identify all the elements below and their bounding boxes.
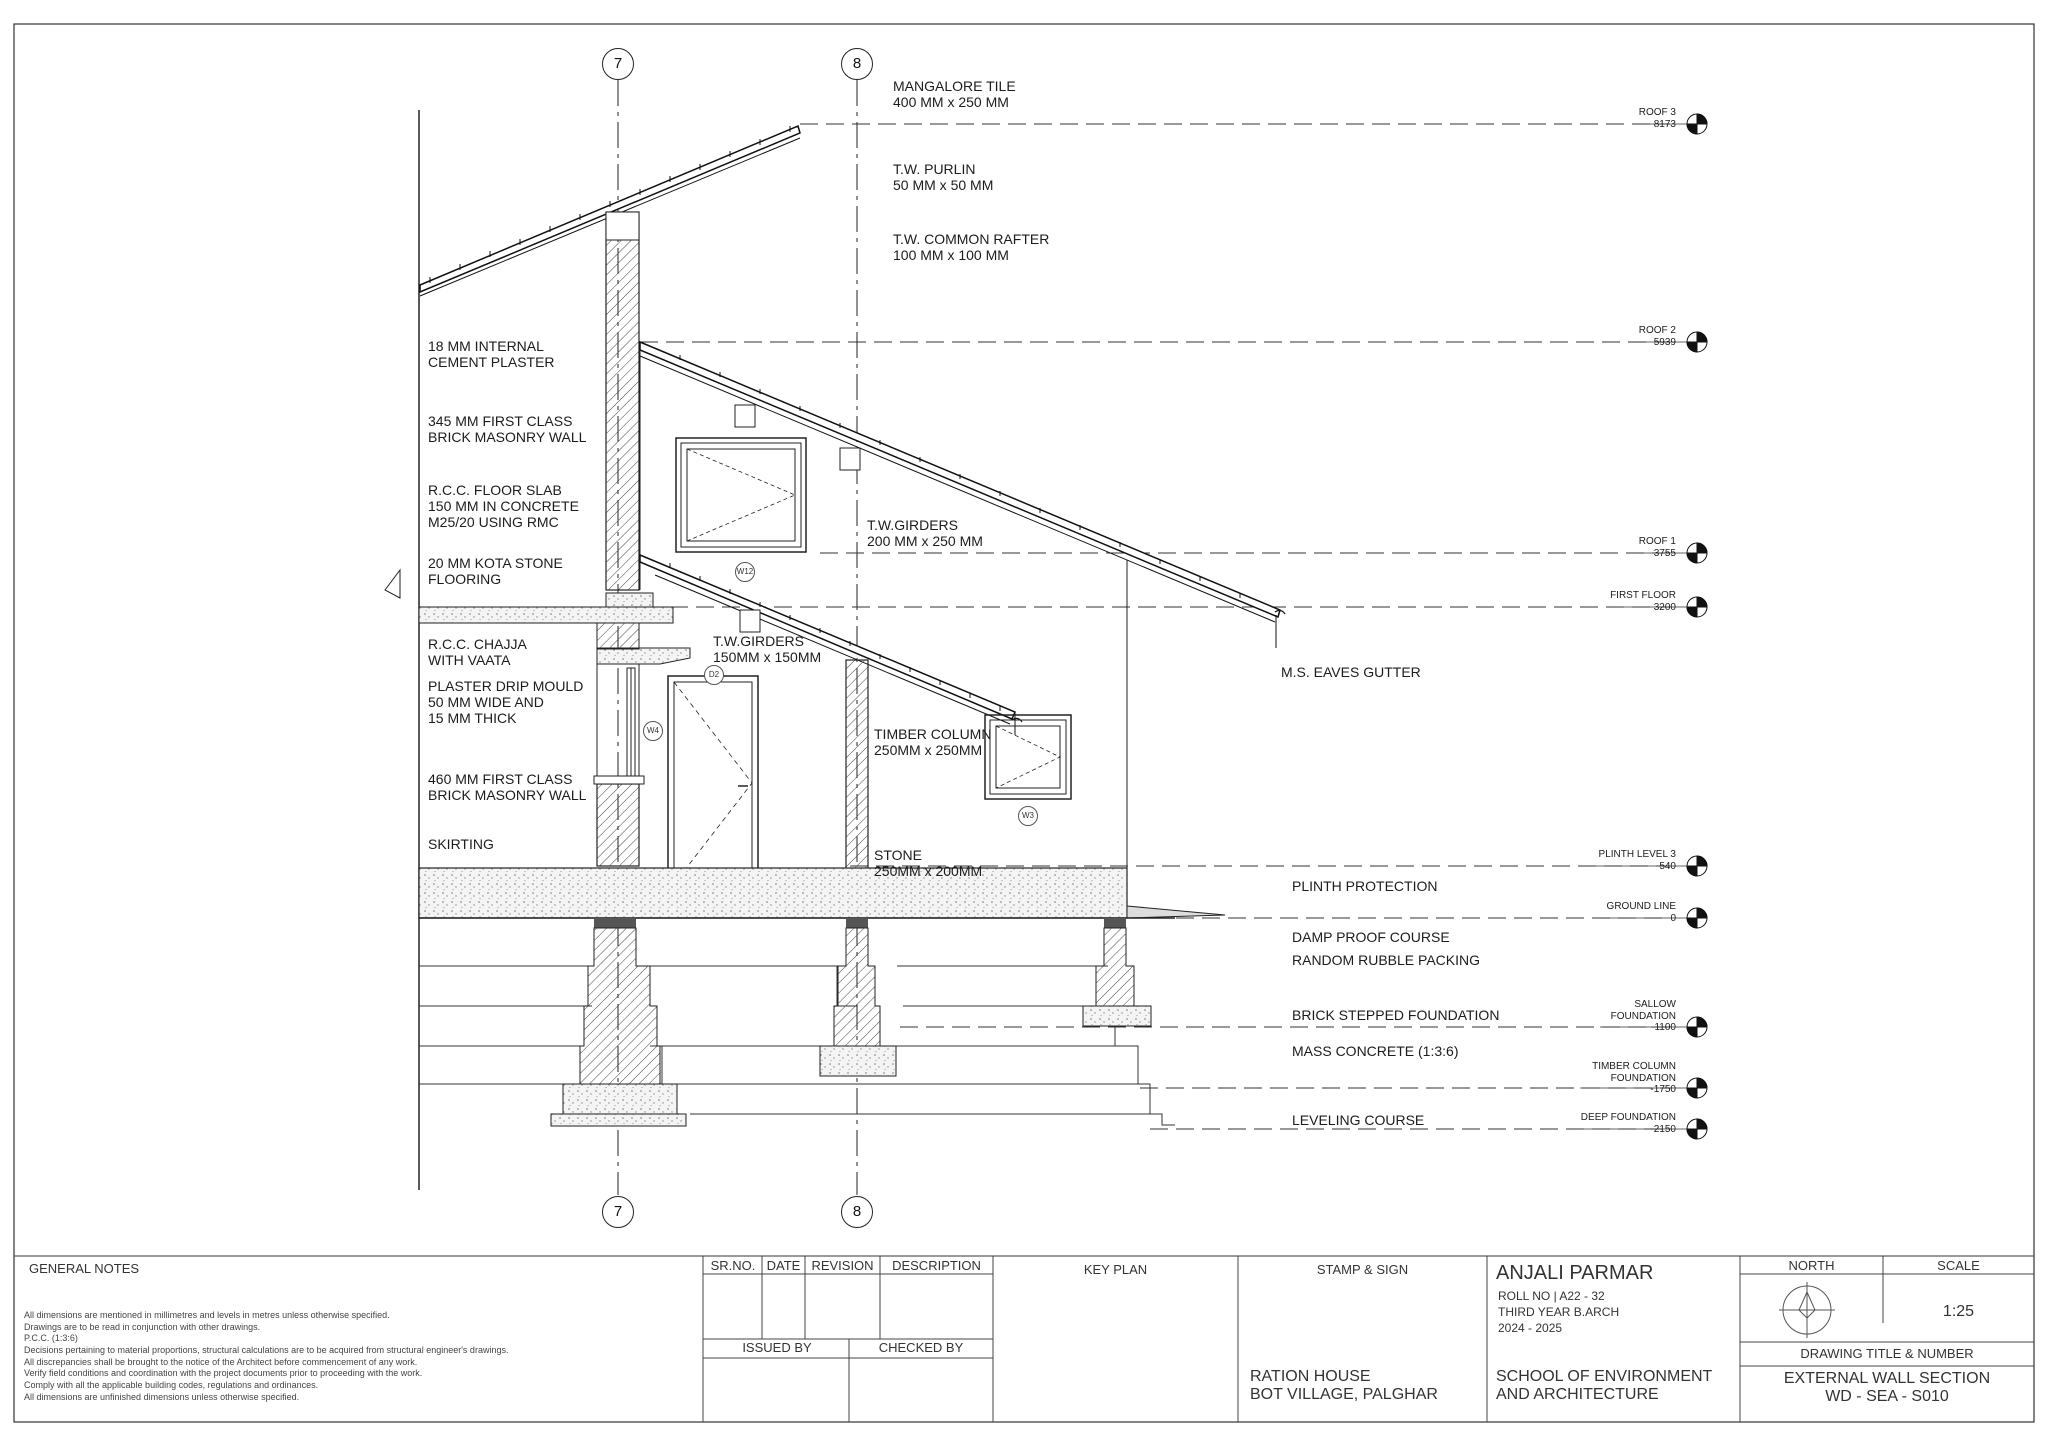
note-rcc-chajja: R.C.C. CHAJJA WITH VAATA	[428, 636, 527, 669]
first-floor-slab	[419, 607, 673, 623]
plinth	[419, 868, 1127, 918]
note-rcc-floor-slab: R.C.C. FLOOR SLAB 150 MM IN CONCRETE M25/20 USING RMC	[428, 482, 579, 531]
level-label-roof-3: ROOF 3 8173	[1638, 107, 1676, 130]
level-label-roof-1: ROOF 1 3755	[1638, 536, 1676, 559]
note-leveling-course: LEVELING COURSE	[1292, 1112, 1425, 1128]
issued-by: ISSUED BY	[742, 1340, 812, 1355]
scale-title: SCALE	[1937, 1258, 1980, 1273]
key-plan-title: KEY PLAN	[1083, 1262, 1148, 1277]
tag-w4: W4	[643, 721, 663, 741]
note-tw-common-rafter: T.W. COMMON RAFTER 100 MM x 100 MM	[893, 231, 1050, 264]
foundation-main	[551, 918, 686, 1126]
level-label-plinth-level: PLINTH LEVEL 3 540	[1598, 849, 1676, 872]
note-brick-stepped-foundation: BRICK STEPPED FOUNDATION	[1292, 1007, 1500, 1023]
foundation-right	[1083, 918, 1151, 1026]
level-markers	[1687, 114, 1707, 1139]
note-brick-wall-460: 460 MM FIRST CLASS BRICK MASONRY WALL	[428, 771, 587, 804]
general-notes-title: GENERAL NOTES	[29, 1261, 140, 1276]
note-plinth-protection: PLINTH PROTECTION	[1292, 878, 1438, 894]
foundation-steps	[419, 966, 1175, 1125]
level-label-first-floor: FIRST FLOOR 3200	[1610, 590, 1676, 613]
level-label-sallow-foundation: SALLOW FOUNDATION -1100	[1610, 999, 1676, 1033]
general-notes-text: All dimensions are mentioned in millimetres and levels in metres unless otherwise specified. Drawings are to be read in conjunction with other drawings. P.C.C. (1:3:6) Decisions pertaining to material proportions, structural calculations are to be acquired from structural engineer's drawings. All discrepancies shall be brought to the notice of the Architect before commencement of any work. Verify field conditions and coordination with the project documents prior to proceeding with the work. Comply with all the applicable building codes, regulations and ordinances. All dimensions are unfinished dimensions unless otherwise specified.	[24, 1310, 509, 1402]
project-name: RATION HOUSE BOT VILLAGE, PALGHAR	[1250, 1368, 1438, 1404]
lower-brick-wall	[597, 784, 639, 866]
school-name: SCHOOL OF ENVIRONMENT AND ARCHITECTURE	[1496, 1368, 1713, 1404]
tag-w12: W12	[735, 562, 755, 582]
chajja	[597, 648, 690, 664]
scale-value: 1:25	[1942, 1303, 1975, 1320]
note-kota-stone: 20 MM KOTA STONE FLOORING	[428, 555, 563, 588]
upper-brick-wall	[606, 212, 639, 590]
tag-w3: W3	[1018, 806, 1038, 826]
note-stone: STONE 250MM x 200MM	[874, 847, 983, 880]
note-timber-column: TIMBER COLUMN 250MM x 250MM	[874, 726, 992, 759]
grid-bubble-7-bottom: 7	[602, 1196, 634, 1228]
level-label-timber-column-foundation: TIMBER COLUMN FOUNDATION -1750	[1592, 1061, 1676, 1095]
note-internal-plaster: 18 MM INTERNAL CEMENT PLASTER	[428, 338, 555, 371]
col-srno: SR.NO.	[710, 1258, 756, 1273]
north-title: NORTH	[1788, 1258, 1835, 1273]
col-description: DESCRIPTION	[892, 1258, 981, 1273]
note-damp-proof-course: DAMP PROOF COURSE	[1292, 929, 1450, 945]
checked-by: CHECKED BY	[878, 1340, 964, 1355]
stamp-sign-title: STAMP & SIGN	[1316, 1262, 1409, 1277]
door-d2	[668, 676, 758, 884]
foundation-column	[820, 918, 896, 1076]
note-drip-mould: PLASTER DRIP MOULD 50 MM WIDE AND 15 MM THICK	[428, 678, 584, 727]
student-name: ANJALI PARMAR	[1496, 1262, 1654, 1284]
grid-bubble-7-top: 7	[602, 48, 634, 80]
timber-column	[846, 660, 868, 870]
level-label-ground-line: GROUND LINE 0	[1606, 901, 1676, 924]
col-revision: REVISION	[811, 1258, 874, 1273]
note-mangalore-tile: MANGALORE TILE 400 MM x 250 MM	[893, 78, 1016, 111]
tag-d2: D2	[704, 665, 724, 685]
col-date: DATE	[766, 1258, 801, 1273]
level-label-deep-foundation: DEEP FOUNDATION -2150	[1580, 1112, 1676, 1135]
north-arrow-icon	[1779, 1282, 1835, 1338]
level-label-roof-2: ROOF 2 5939	[1638, 325, 1676, 348]
note-brick-wall-345: 345 MM FIRST CLASS BRICK MASONRY WALL	[428, 413, 587, 446]
drawing-title: EXTERNAL WALL SECTION WD - SEA - S010	[1783, 1370, 1991, 1406]
note-random-rubble: RANDOM RUBBLE PACKING	[1292, 952, 1480, 968]
note-skirting: SKIRTING	[428, 836, 494, 852]
drawing-title-label: DRAWING TITLE & NUMBER	[1800, 1346, 1974, 1361]
student-details: ROLL NO | A22 - 32 THIRD YEAR B.ARCH 2024 - 2025	[1498, 1289, 1620, 1336]
note-tw-girders-150: T.W.GIRDERS 150MM x 150MM	[713, 633, 822, 666]
grid-bubble-8-top: 8	[841, 48, 873, 80]
note-mass-concrete: MASS CONCRETE (1:3:6)	[1292, 1043, 1459, 1059]
roof-1	[640, 555, 1022, 735]
window-w12	[676, 438, 806, 552]
note-tw-purlin: T.W. PURLIN 50 MM x 50 MM	[893, 161, 994, 194]
note-tw-girders-200: T.W.GIRDERS 200 MM x 250 MM	[867, 517, 983, 550]
grid-bubble-8-bottom: 8	[841, 1196, 873, 1228]
note-eaves-gutter: M.S. EAVES GUTTER	[1281, 664, 1421, 680]
window-w3	[985, 715, 1071, 799]
